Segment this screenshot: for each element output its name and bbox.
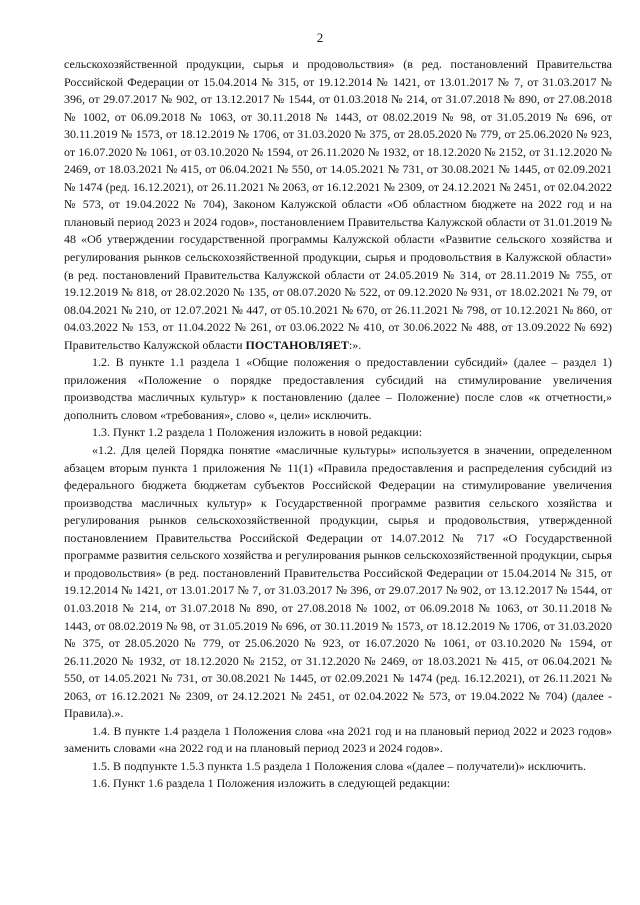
resolution-keyword: ПОСТАНОВЛЯЕТ (245, 337, 349, 352)
paragraph-1-5: 1.5. В подпункте 1.5.3 пункта 1.5 раздела 1 Положения слова «(далее – получатели)» исключить. (92, 758, 586, 773)
paragraph-1-3-quote: «1.2. Для целей Порядка понятие «масличные культуры» используется в значении, определенном абзацем вторым пункта 1 приложения № 11(1) «Правила предоставления и распределения субсидий из федерального бюджета бюджетам субъектов Российской Федерации на стимулирование увеличения производства масличных культур» к Государственной программе развития сельского хозяйства и регулирования рынков сельскохозяйственной продукции, сырья и продовольствия, утвержденной постановлением Правительства Российской Федерации от 14.07.2012 № 717 «О Государственной программе развития сельского хозяйства и регулирования рынков сельскохозяйственной продукции, сырья и продовольствия» (в ред. постановлений Правительства Российской Федерации от 15.04.2014 № 315, от 19.12.2014 № 1421, от 13.01.2017 № 7, от 31.03.2017 № 396, от 29.07.2017 № 902, от 13.12.2017 № 1544, от 01.03.2018 № 214, от 31.07.2018 № 890, от 27.08.2018 № 1002, от 06.09.2018 № 1063, от 30.11.2018 № 1443, от 08.02.2019 № 98, от 31.05.2019 № 696, от 30.11.2019 № 1573, от 18.12.2019 № 1706, от 31.03.2020 № 375, от 28.05.2020 № 779, от 25.06.2020 № 923, от 16.07.2020 № 1061, от 03.10.2020 № 1594, от 26.11.2020 № 1932, от 18.12.2020 № 2152, от 31.12.2020 № 2469, от 18.03.2021 № 415, от 06.04.2021 № 550, от 14.05.2021 № 731, от 30.08.2021 № 1445, от 02.09.2021 № 1474 (ред. 16.12.2021), от 26.11.2021 № 2063, от 16.12.2021 № 2309, от 24.12.2021 № 2451, от 02.04.2022 № 573, от 19.04.2022 № 704) (далее - Правила).». (64, 443, 612, 721)
paragraph-1-4: 1.4. В пункте 1.4 раздела 1 Положения слова «на 2021 год и на плановый период 2022 и 2023 годов» заменить словами «на 2022 год и на плановый период 2023 и 2024 годов». (64, 723, 612, 756)
paragraph-intro-text: сельскохозяйственной продукции, сырья и продовольствия» (в ред. постановлений Правительства Российской Федерации от 15.04.2014 № 315, от 19.12.2014 № 1421, от 13.01.2017 № 7, от 31.03.2017 № 396, от 29.07.2017 № 902, от 13.12.2017 № 1544, от 01.03.2018 № 214, от 31.07.2018 № 890, от 27.08.2018 № 1002, от 06.09.2018 № 1063, от 30.11.2018 № 1443, от 08.02.2019 № 98, от 31.05.2019 № 696, от 30.11.2019 № 1573, от 18.12.2019 № 1706, от 31.03.2020 № 375, от 28.05.2020 № 779, от 25.06.2020 № 923, от 16.07.2020 № 1061, от 03.10.2020 № 1594, от 26.11.2020 № 1932, от 18.12.2020 № 2152, от 31.12.2020 № 2469, от 18.03.2021 № 415, от 06.04.2021 № 550, от 14.05.2021 № 731, от 30.08.2021 № 1445, от 02.09.2021 № 1474 (ред. 16.12.2021), от 26.11.2021 № 2063, от 16.12.2021 № 2309, от 24.12.2021 № 2451, от 02.04.2022 № 573, от 19.04.2022 № 704), Законом Калужской области «Об областном бюджете на 2022 год и на плановый период 2023 и 2024 годов», постановлением Правительства Калужской области от 31.01.2019 № 48 «Об утверждении государственной программы Калужской области «Развитие сельского хозяйства и регулирования рынков сельскохозяйственной продукции, сырья и продовольствия в Калужской области» (в ред. постановлений Правительства Калужской области от 24.05.2019 № 314, от 28.11.2019 № 755, от 19.12.2019 № 818, от 28.02.2020 № 135, от 08.07.2020 № 522, от 09.12.2020 № 931, от 18.02.2021 № 79, от 08.04.2021 № 210, от 12.07.2021 № 447, от 05.10.2021 № 670, от 26.11.2021 № 798, от 10.12.2021 № 860, от 04.03.2022 № 153, от 11.04.2022 № 261, от 03.06.2022 № 410, от 30.06.2022 № 488, от 13.09.2022 № 692) Правительство Калужской области (64, 57, 612, 352)
document-body (64, 56, 612, 793)
paragraph-1-6: 1.6. Пункт 1.6 раздела 1 Положения изложить в следующей редакции: (92, 776, 451, 791)
paragraph-1-2: 1.2. В пункте 1.1 раздела 1 «Общие положения о предоставлении субсидий» (далее – раздел 1) приложения «Положение о порядке предоставления субсидий на стимулирование увеличения производства масличных культур» к постановлению (далее – Положение) после слов «к отчетности,» дополнить словом «требования», слово «, цели» исключить. (64, 355, 612, 422)
paragraph-intro (64, 56, 612, 354)
paragraph-1-3: 1.3. Пункт 1.2 раздела 1 Положения изложить в новой редакции: (92, 425, 423, 440)
paragraph-intro-tail: :». (348, 337, 362, 352)
page-number: 2 (316, 30, 324, 45)
